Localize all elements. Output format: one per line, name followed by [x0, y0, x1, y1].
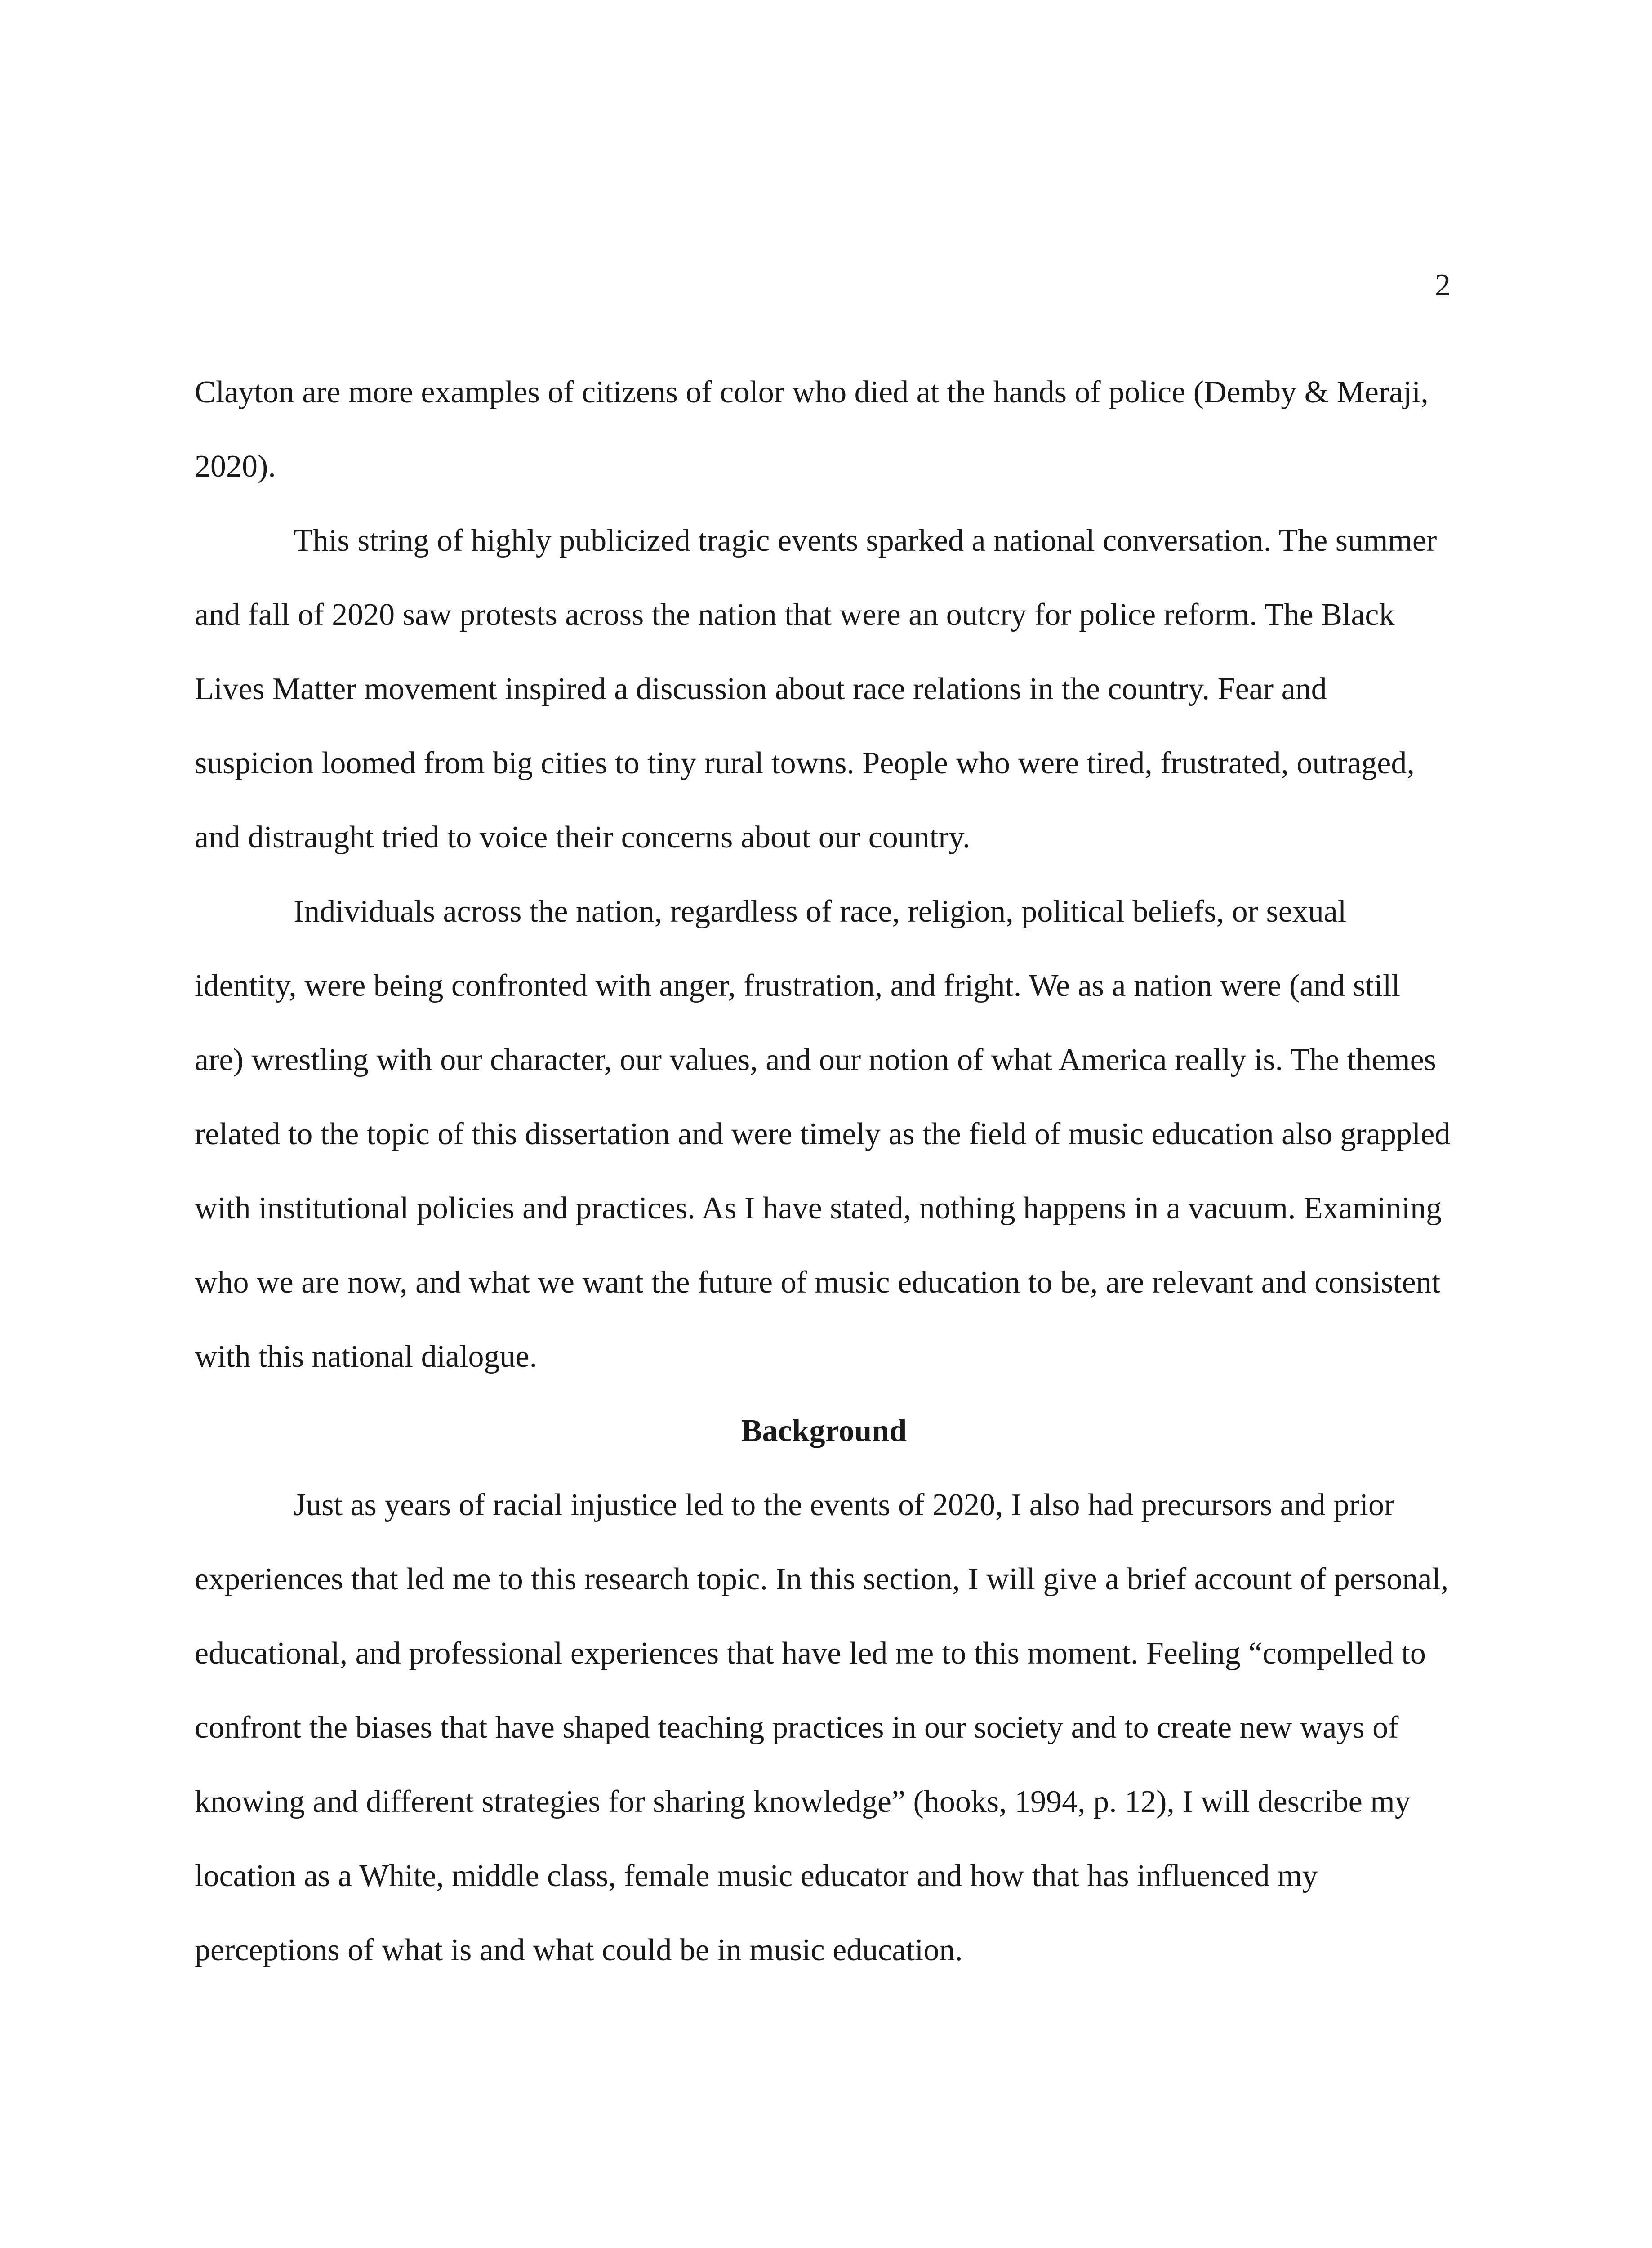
paragraph-continuation: Clayton are more examples of citizens of color who died at the hands of police (Demby & Meraji, 2020).	[195, 375, 1429, 484]
paragraph-background: Just as years of racial injustice led to the events of 2020, I also had precursors and prior experiences that led me to this research topic. In this section, I will give a brief account of personal, educational, and professional experiences that have led me to this moment. Feeling “compelled to confront the biases that have shaped teaching practices in our society and to create new ways of knowing and different strategies for sharing knowledge” (hooks, 1994, p. 12), I will describe my location as a White, middle class, female music educator and how that has influenced my perceptions of what is and what could be in music education.	[195, 1488, 1449, 1967]
body-text	[195, 355, 1453, 1987]
page-number: 2	[1435, 268, 1451, 303]
section-heading-background: Background	[741, 1414, 907, 1448]
paragraph-national-dialogue: Individuals across the nation, regardless of race, religion, political beliefs, or sexual identity, were being confronted with anger, frustration, and fright. We as a nation were (and still are) wrestling with our character, our values, and our notion of what America really is. The themes related to the topic of this dissertation and were timely as the field of music education also grappled with institutional policies and practices. As I have stated, nothing happens in a vacuum. Examining who we are now, and what we want the future of music education to be, are relevant and consistent with this national dialogue.	[195, 894, 1451, 1374]
paragraph-national-conversation: This string of highly publicized tragic events sparked a national conversation. The summer and fall of 2020 saw protests across the nation that were an outcry for police reform. The Black Lives Matter movement inspired a discussion about race relations in the country. Fear and suspicion loomed from big cities to tiny rural towns. People who were tired, frustrated, outraged, and distraught tried to voice their concerns about our country.	[195, 523, 1437, 855]
